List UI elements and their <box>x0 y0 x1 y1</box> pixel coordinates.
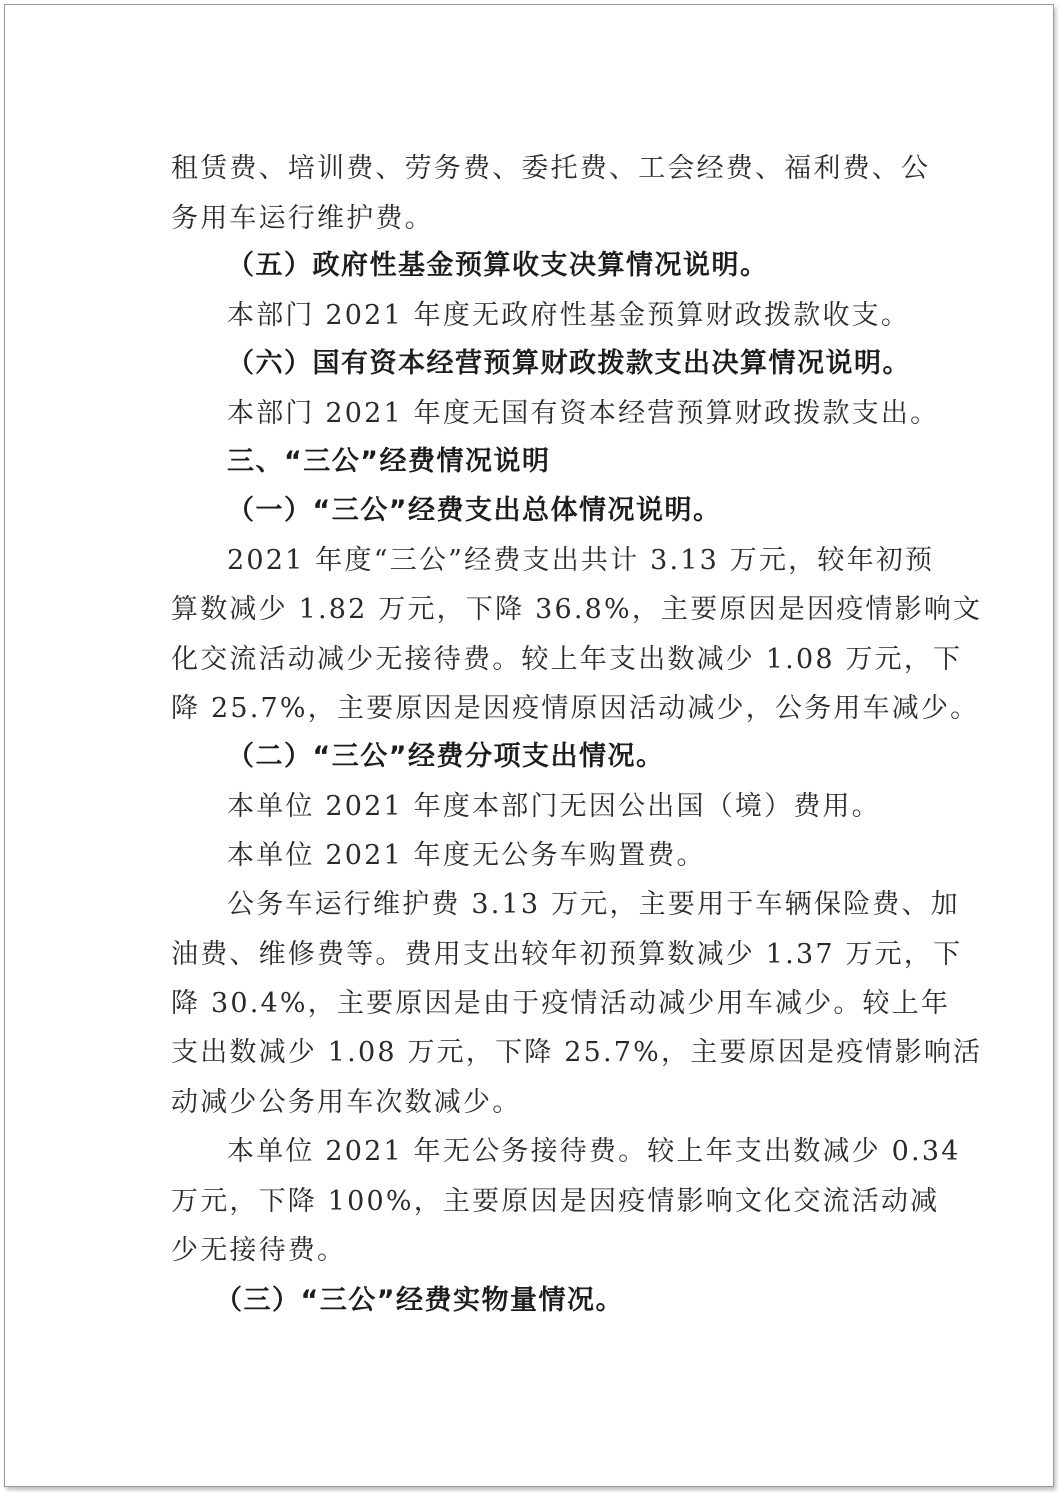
document-page <box>4 4 1054 1487</box>
section-heading-6: （六）国有资本经营预算财政拨款支出决算情况说明。 <box>227 348 911 379</box>
body-text-line: 本单位 2021 年度本部门无因公出国（境）费用。 <box>227 791 881 822</box>
body-text-line: 本单位 2021 年无公务接待费。较上年支出数减少 0.34 <box>227 1136 961 1167</box>
body-text-line: 2021 年度“三公”经费支出共计 3.13 万元，较年初预 <box>227 545 935 576</box>
body-text-line: 务用车运行维护费。 <box>171 203 434 234</box>
body-text-line: 少无接待费。 <box>171 1235 347 1266</box>
section-heading-3: （三）“三公”经费实物量情况。 <box>215 1285 624 1316</box>
body-text-line: 动减少公务用车次数减少。 <box>171 1087 522 1118</box>
body-text-line: 本部门 2021 年度无政府性基金预算财政拨款收支。 <box>227 300 911 331</box>
body-text-line: 公务车运行维护费 3.13 万元，主要用于车辆保险费、加 <box>227 889 960 920</box>
body-text-line: 降 25.7%，主要原因是因疫情原因活动减少，公务用车减少。 <box>171 693 980 724</box>
body-text-line: 算数减少 1.82 万元，下降 36.8%，主要原因是因疫情影响文 <box>171 594 983 625</box>
section-heading-5: （五）政府性基金预算收支决算情况说明。 <box>227 250 769 281</box>
section-heading-1: （一）“三公”经费支出总体情况说明。 <box>227 495 722 526</box>
body-text-line: 油费、维修费等。费用支出较年初预算数减少 1.37 万元，下 <box>171 939 963 970</box>
section-heading-2: （二）“三公”经费分项支出情况。 <box>227 741 665 772</box>
body-text-line: 本单位 2021 年度无公务车购置费。 <box>227 840 706 871</box>
body-text-line: 租赁费、培训费、劳务费、委托费、工会经费、福利费、公 <box>171 153 931 184</box>
body-text-line: 万元，下降 100%，主要原因是因疫情影响文化交流活动减 <box>171 1186 940 1217</box>
body-text-line: 支出数减少 1.08 万元，下降 25.7%，主要原因是疫情影响活 <box>171 1037 983 1068</box>
body-text-line: 降 30.4%，主要原因是由于疫情活动减少用车减少。较上年 <box>171 988 951 1019</box>
chapter-heading-3: 三、“三公”经费情况说明 <box>227 446 551 477</box>
body-text-line: 本部门 2021 年度无国有资本经营预算财政拨款支出。 <box>227 398 940 429</box>
body-text-line: 化交流活动减少无接待费。较上年支出数减少 1.08 万元，下 <box>171 644 963 675</box>
